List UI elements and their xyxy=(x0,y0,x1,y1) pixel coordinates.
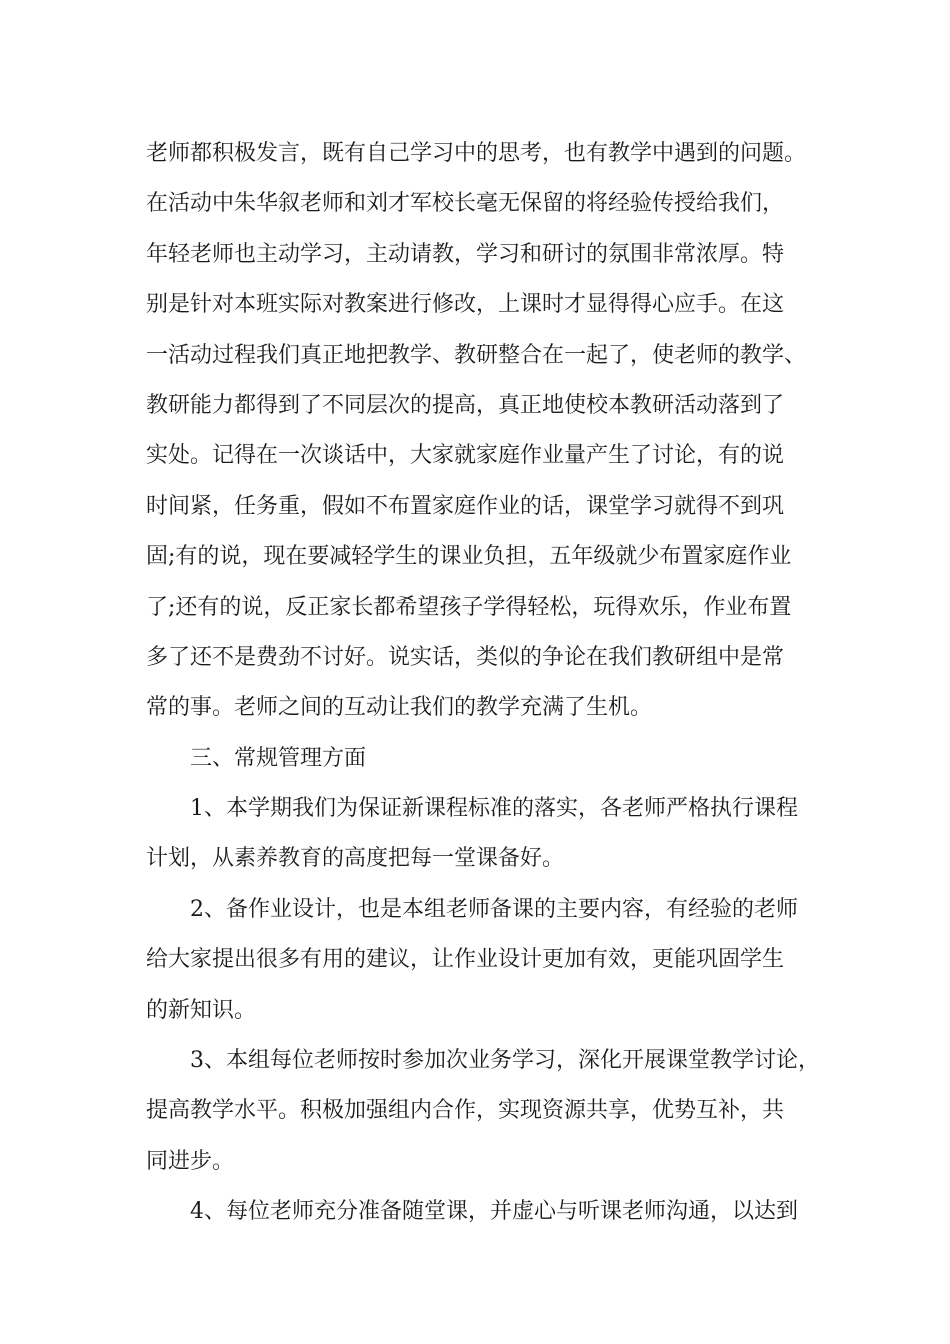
text-line: 给大家提出很多有用的建议，让作业设计更加有效，更能巩固学生 xyxy=(146,947,785,973)
text-line: 时间紧，任务重，假如不布置家庭作业的话，课堂学习就得不到巩 xyxy=(146,493,785,519)
text-line: 多了还不是费劲不讨好。说实话，类似的争论在我们教研组中是常 xyxy=(146,644,785,670)
text-line: 3、本组每位老师按时参加次业务学习，深化开展课堂教学讨论， xyxy=(190,1048,820,1074)
text-line: 同进步。 xyxy=(146,1148,235,1174)
text-line: 教研能力都得到了不同层次的提高，真正地使校本教研活动落到了 xyxy=(146,392,785,418)
text-line: 固;有的说，现在要减轻学生的课业负担，五年级就少布置家庭作业 xyxy=(146,544,792,570)
text-line: 计划，从素养教育的高度把每一堂课备好。 xyxy=(146,846,565,872)
text-line: 4、每位老师充分准备随堂课，并虚心与听课老师沟通，以达到 xyxy=(190,1199,798,1225)
text-line: 常的事。老师之间的互动让我们的教学充满了生机。 xyxy=(146,695,653,721)
text-line: 实处。记得在一次谈话中，大家就家庭作业量产生了讨论，有的说 xyxy=(146,443,785,469)
body-text xyxy=(146,129,836,1238)
text-line: 老师都积极发言，既有自己学习中的思考，也有教学中遇到的问题。 xyxy=(146,141,807,166)
text-line: 提高教学水平。积极加强组内合作，实现资源共享，优势互补，共 xyxy=(146,1098,785,1124)
section-heading: 三、常规管理方面 xyxy=(190,745,367,771)
text-line: 在活动中朱华叙老师和刘才军校长毫无保留的将经验传授给我们， xyxy=(146,191,785,217)
text-line: 的新知识。 xyxy=(146,997,257,1023)
text-line: 别是针对本班实际对教案进行修改，上课时才显得得心应手。在这 xyxy=(146,292,785,318)
text-line: 1、本学期我们为保证新课程标准的落实，各老师严格执行课程 xyxy=(190,796,798,822)
text-line: 一活动过程我们真正地把教学、教研整合在一起了，使老师的教学、 xyxy=(146,342,807,368)
text-line: 2、备作业设计，也是本组老师备课的主要内容，有经验的老师 xyxy=(190,896,798,922)
text-line: 年轻老师也主动学习，主动请教，学习和研讨的氛围非常浓厚。特 xyxy=(146,241,785,267)
text-line: 了;还有的说，反正家长都希望孩子学得轻松，玩得欢乐，作业布置 xyxy=(146,594,792,620)
